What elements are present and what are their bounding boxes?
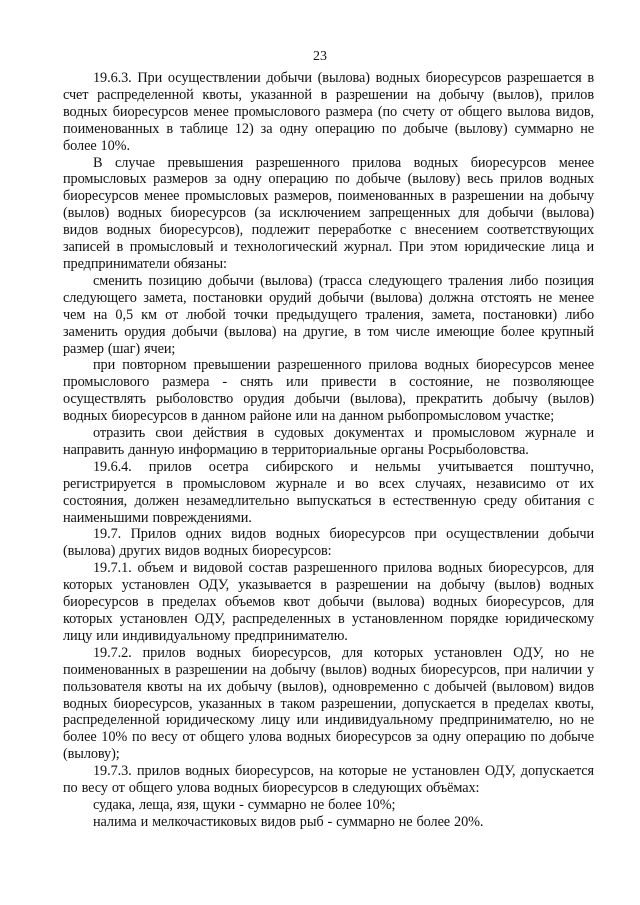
page-number: 23 — [313, 49, 327, 64]
paragraph-19-7: 19.7. Прилов одних видов водных биоресурсов при осуществлении добычи (вылова) других видов водных биоресурсов: — [63, 526, 594, 560]
paragraph-excess-bycatch: В случае превышения разрешенного прилова водных биоресурсов менее промысловых размеров за одну операцию по добыче (вылову) весь прилов водных биоресурсов менее промысловых размеров, поименованных в разрешении на добычу (вылов) водных биоресурсов (за исключением запрещенных для добычи (вылова) видов водных биоресурсов), подлежит переработке с внесением соответствующих записей в промысловый и технологический журнал. При этом юридические лица и предприниматели обязаны: — [63, 154, 594, 272]
document-body — [63, 70, 594, 831]
paragraph-change-position: сменить позицию добычи (вылова) (трасса следующего траления либо позиция следующего замета, постановки орудий добычи (вылова) должна отстоять не менее чем на 0,5 км от любой точки предыдущего траления, замета, постановки) либо заменить орудия добычи (вылова) на другие, в том числе имеющие более крупный размер (шаг) ячеи; — [63, 272, 594, 357]
paragraph-zander-bream: судака, леща, язя, щуки - суммарно не более 10%; — [93, 796, 396, 813]
paragraph-record-actions: отразить свои действия в судовых документах и промысловом журнале и направить данную информацию в территориальные органы Росрыболовства. — [63, 425, 594, 458]
paragraph-19-7-3: 19.7.3. прилов водных биоресурсов, на которые не установлен ОДУ, допускается по весу от общего улова водных биоресурсов в следующих объёмах: — [63, 763, 594, 797]
paragraph-burbot-small-fish: налима и мелкочастиковых видов рыб - суммарно не более 20%. — [93, 813, 484, 830]
paragraph-19-6-4: 19.6.4. прилов осетра сибирского и нельмы учитывается поштучно, регистрируется в промысловом журнале и во всех случаях, независимо от их состояния, должен незамедлительно выпускаться в естественную среду обитания с наименьшими повреждениями. — [63, 458, 594, 526]
paragraph-repeated-excess: при повторном превышении разрешенного прилова водных биоресурсов менее промыслового размера - снять или привести в состояние, не позволяющее осуществлять рыболовство орудия добычи (вылова), прекратить добычу (вылов) водных биоресурсов в данном районе или на данном рыбопромысловом участке; — [63, 357, 594, 425]
paragraph-19-7-1: 19.7.1. объем и видовой состав разрешенного прилова водных биоресурсов, для которых установлен ОДУ, указывается в разрешении на добычу (вылов) водных биоресурсов в пределах объемов квот добычи (вылова) водных биоресурсов, для которых установлен ОДУ, распределенных в установленном порядке юридическому лицу или индивидуальному предпринимателю. — [63, 560, 594, 644]
paragraph-19-6-3: 19.6.3. При осуществлении добычи (вылова) водных биоресурсов разрешается в счет распределенной квоты, указанной в разрешении на добычу (вылов), прилов водных биоресурсов менее промыслового размера (по счету от общего вылова видов, поименованных в таблице 12) за одну операцию по добыче (вылову) суммарно не более 10%. — [63, 70, 594, 154]
paragraph-19-7-2: 19.7.2. прилов водных биоресурсов, для которых установлен ОДУ, но не поименованных в разрешении на добычу (вылов) водных биоресурсов, при наличии у пользователя квоты на их добычу (вылов), одновременно с добычей (выловом) видов водных биоресурсов, указанных в таком разрешении, допускается в пределах квоты, распределенной юридическому лицу или индивидуальному предпринимателю, но не более 10% по весу от общего улова водных биоресурсов за одну операцию по добыче (вылову); — [63, 644, 594, 763]
